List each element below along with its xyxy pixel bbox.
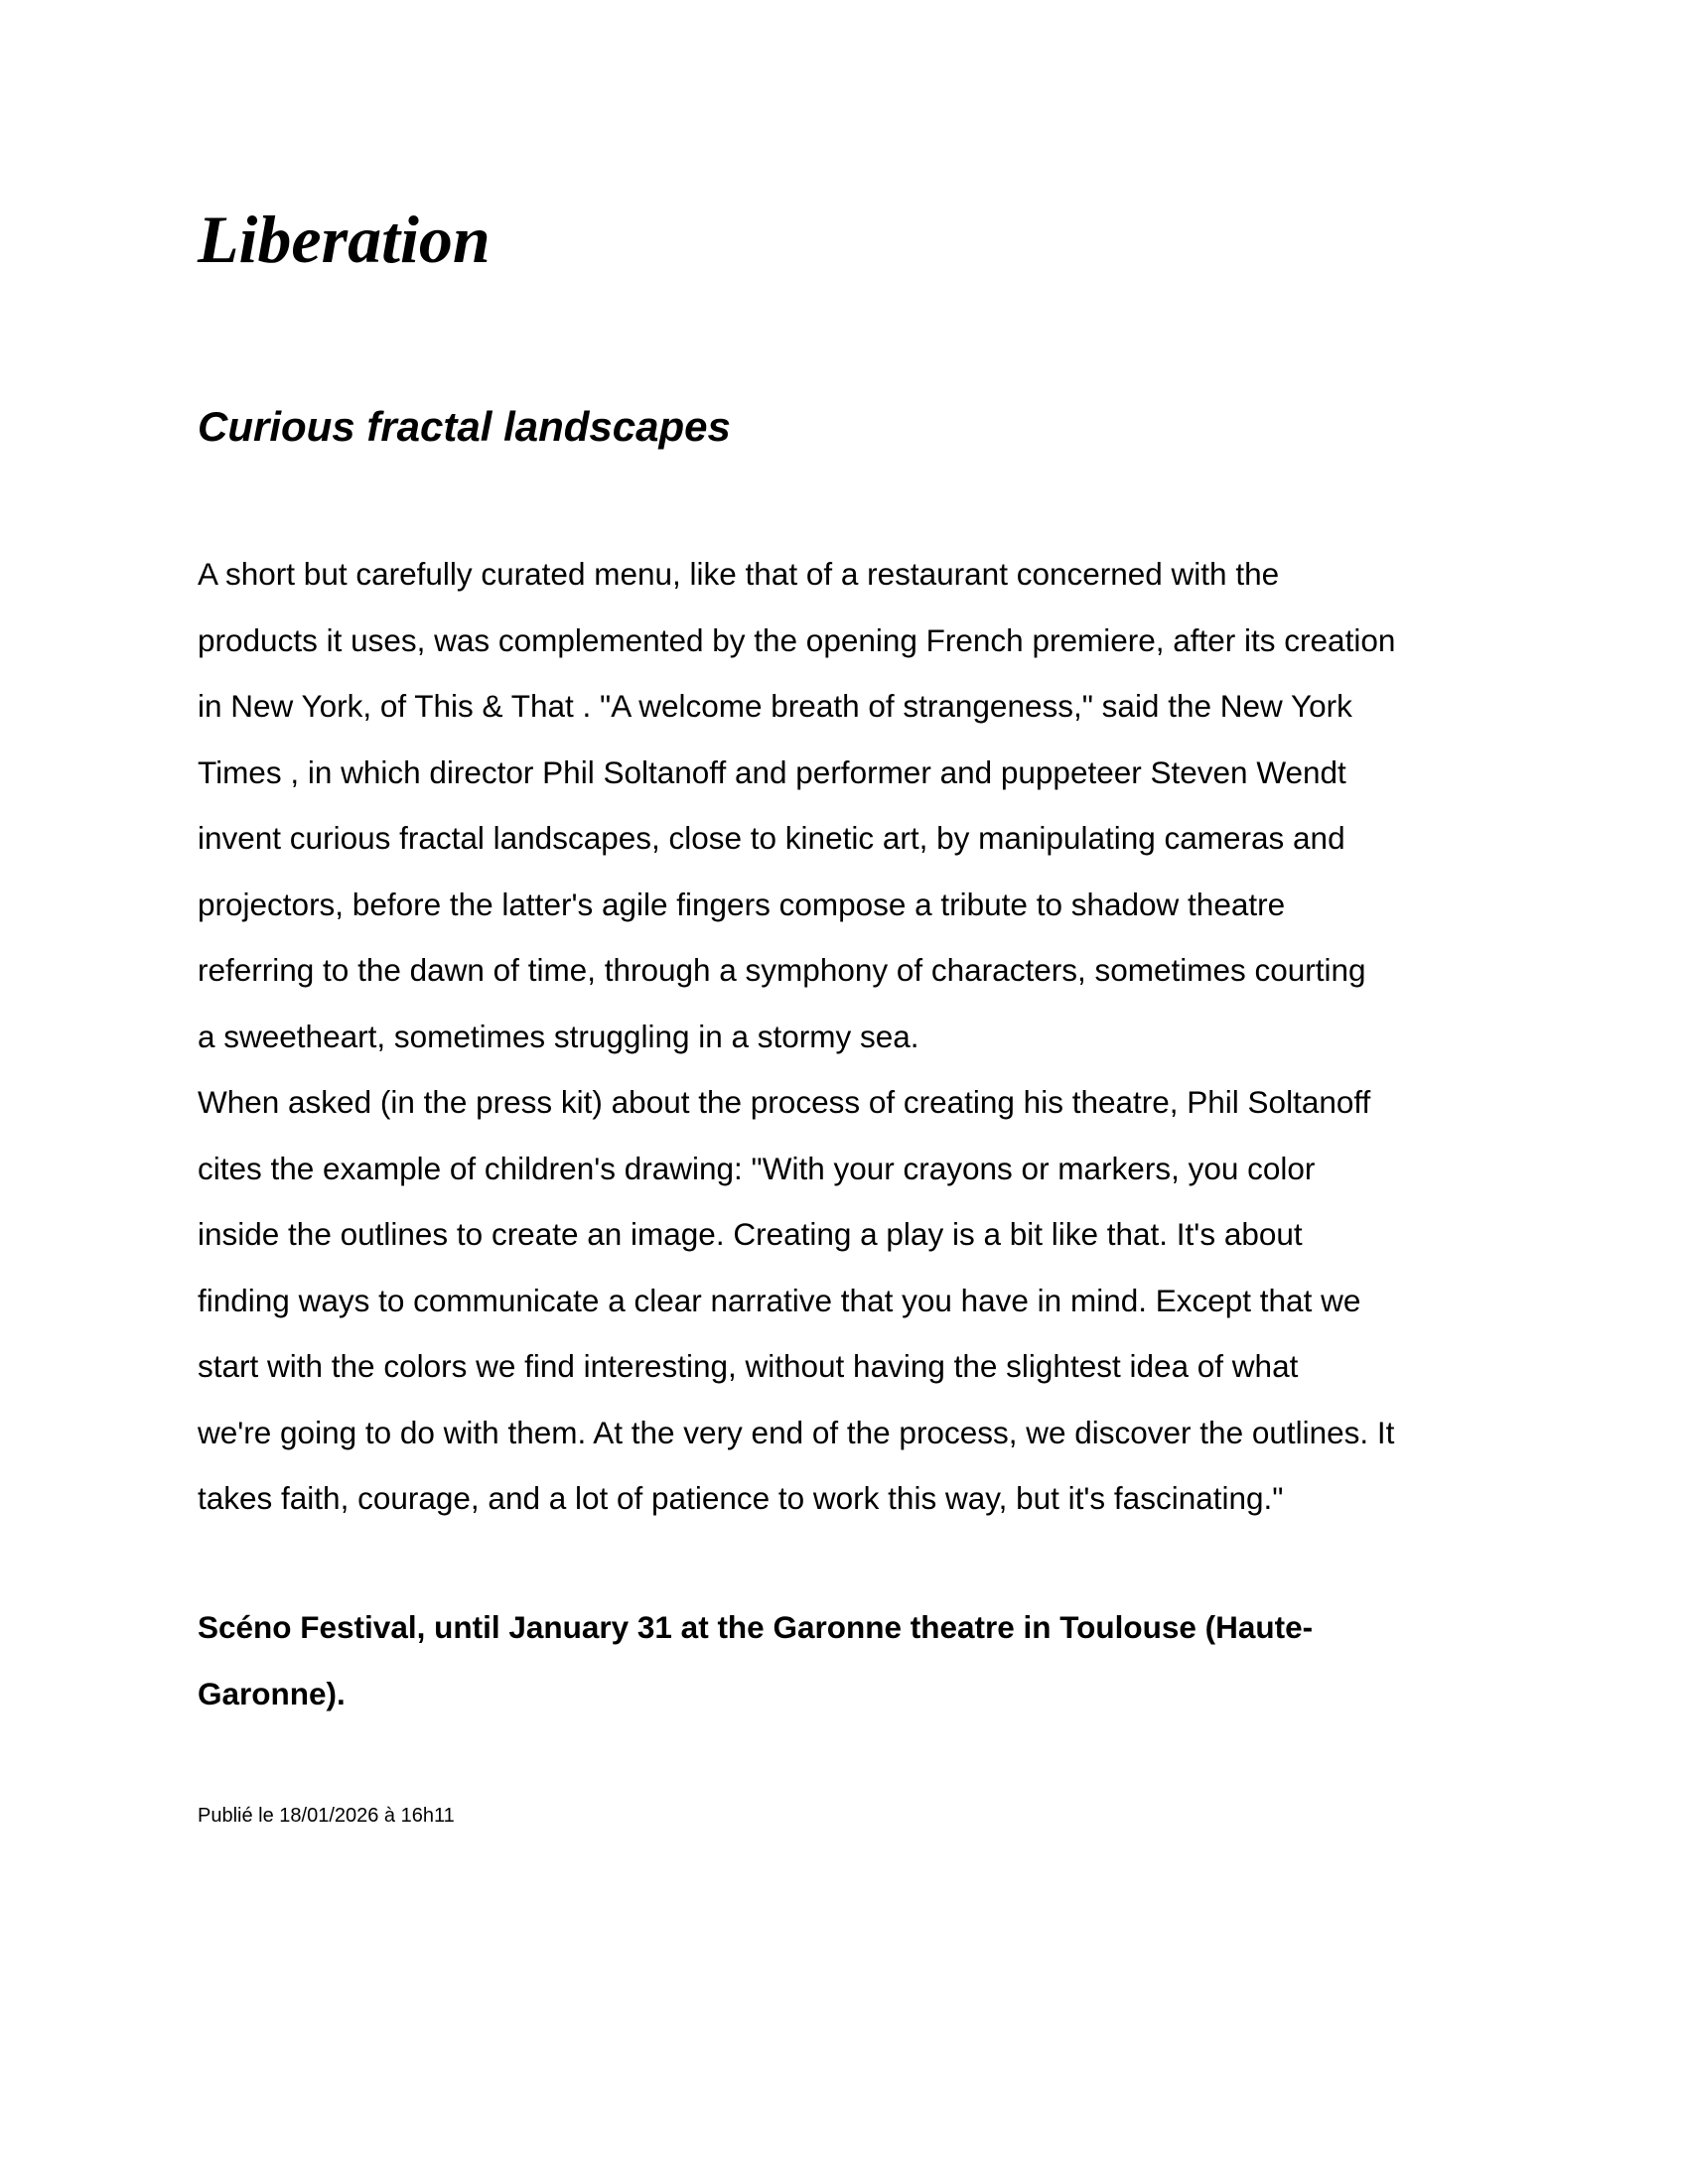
body-line: products it uses, was complemented by the opening French premiere, after its creation [198, 621, 1396, 658]
body-line: invent curious fractal landscapes, close to kinetic art, by manipulating cameras and [198, 820, 1345, 856]
body-line: Times , in which director Phil Soltanoff and performer and puppeteer Steven Wendt [198, 753, 1346, 790]
publication-masthead: Liberation [198, 202, 491, 277]
event-line: Garonne). [198, 1675, 346, 1711]
article-headline: Curious fractal landscapes [198, 403, 731, 450]
body-line: start with the colors we find interesting, without having the slightest idea of what [198, 1348, 1299, 1384]
event-details [198, 1594, 1498, 1726]
publication-date: Publié le 18/01/2026 à 16h11 [198, 1805, 455, 1827]
body-line: A short but carefully curated menu, like that of a restaurant concerned with the [198, 556, 1280, 592]
body-line: referring to the dawn of time, through a symphony of characters, sometimes courting [198, 952, 1366, 988]
body-line: cites the example of children's drawing: "With your crayons or markers, you color [198, 1150, 1316, 1186]
body-line: When asked (in the press kit) about the process of creating his theatre, Phil Soltanoff [198, 1084, 1371, 1120]
body-line: in New York, of This & That . "A welcome breath of strangeness," said the New York [198, 688, 1352, 724]
article-body [198, 541, 1498, 1532]
body-line: projectors, before the latter's agile fingers compose a tribute to shadow theatre [198, 886, 1286, 922]
body-line: finding ways to communicate a clear narrative that you have in mind. Except that we [198, 1282, 1361, 1318]
body-line: we're going to do with them. At the very end of the process, we discover the outlines. It [198, 1414, 1395, 1450]
body-line: a sweetheart, sometimes struggling in a stormy sea. [198, 1018, 919, 1054]
event-line: Scéno Festival, until January 31 at the Garonne theatre in Toulouse (Haute- [198, 1609, 1314, 1645]
body-line: inside the outlines to create an image. Creating a play is a bit like that. It's about [198, 1216, 1303, 1252]
body-line: takes faith, courage, and a lot of patience to work this way, but it's fascinating." [198, 1480, 1284, 1516]
